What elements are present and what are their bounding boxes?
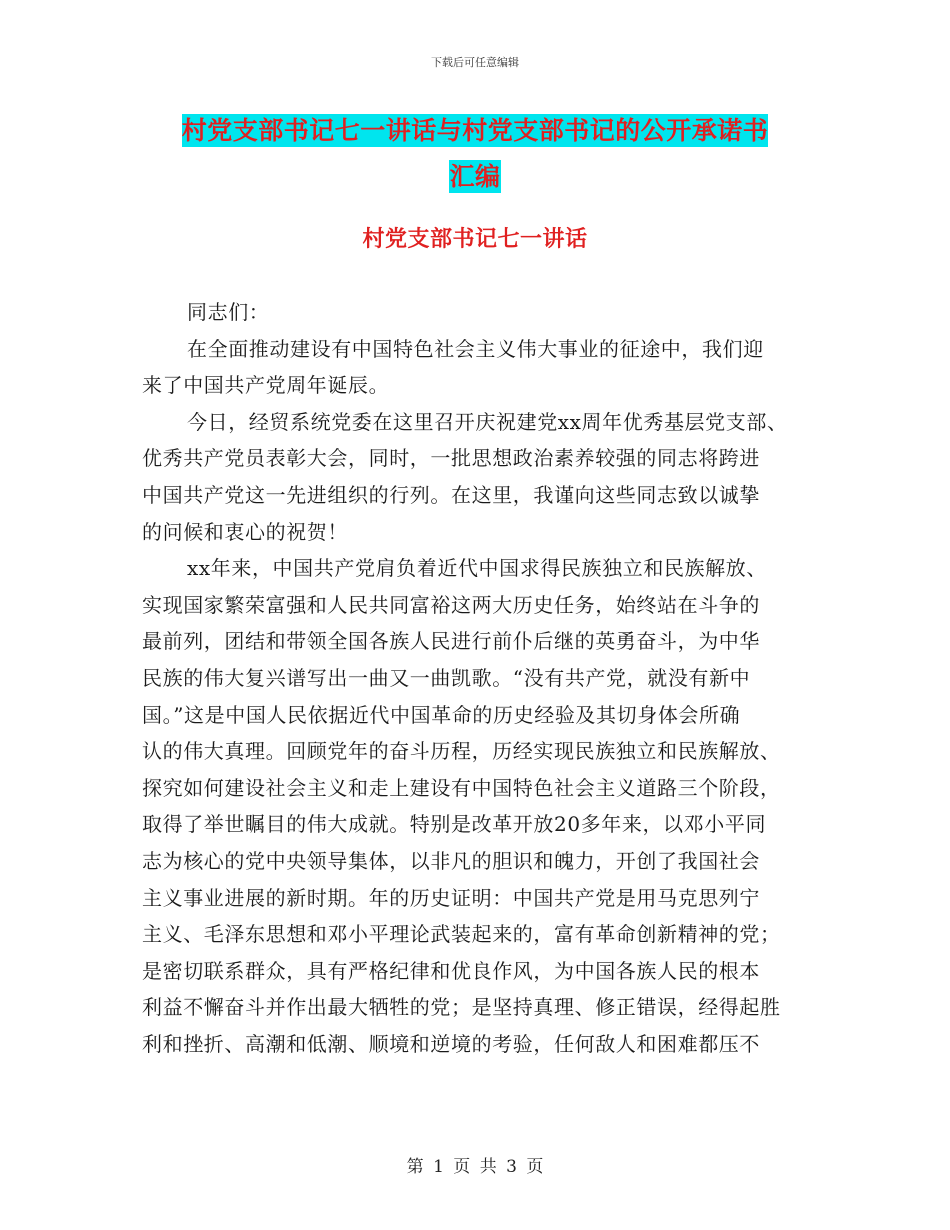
body-line: 主义事业进展的新时期。年的历史证明：中国共产党是用马克思列宁 — [142, 885, 760, 910]
body-line: 今日，经贸系统党委在这里召开庆祝建党xx周年优秀基层党支部、 — [187, 409, 788, 434]
header-note: 下载后可任意编辑 — [431, 56, 519, 69]
body-text — [142, 294, 832, 1062]
body-line: 主义、毛泽东思想和邓小平理论武装起来的，富有革命创新精神的党； — [142, 922, 781, 947]
page-footer: 第 1 页 共 3 页 — [406, 1157, 544, 1177]
body-line: 同志们： — [187, 300, 270, 324]
body-line: 利和挫折、高潮和低潮、顺境和逆境的考验，任何敌人和困难都压不 — [142, 1031, 760, 1056]
body-line: 取得了举世瞩目的伟大成就。特别是改革开放20多年来，以邓小平同 — [142, 812, 767, 837]
body-line: 最前列，团结和带领全国各族人民进行前仆后继的英勇奋斗，为中华 — [142, 629, 760, 654]
body-line: 在全面推动建设有中国特色社会主义伟大事业的征途中，我们迎 — [187, 336, 764, 361]
body-line: 优秀共产党员表彰大会，同时，一批思想政治素养较强的同志将跨进 — [142, 446, 760, 471]
body-line: 认的伟大真理。回顾党年的奋斗历程，历经实现民族独立和民族解放、 — [142, 739, 781, 764]
body-line: 实现国家繁荣富强和人民共同富裕这两大历史任务，始终站在斗争的 — [142, 592, 760, 617]
body-line: 国。”这是中国人民依据近代中国革命的历史经验及其切身体会所确 — [142, 702, 741, 727]
body-line: 探究如何建设社会主义和走上建设有中国特色社会主义道路三个阶段， — [142, 775, 781, 800]
document-title-line-1: 村党支部书记七一讲话与村党支部书记的公开承诺书 — [181, 116, 769, 145]
body-line: 中国共产党这一先进组织的行列。在这里，我谨向这些同志致以诚挚 — [142, 482, 760, 507]
section-title: 村党支部书记七一讲话 — [362, 226, 588, 252]
body-line: 来了中国共产党周年诞辰。 — [142, 373, 390, 398]
body-line: 的问候和衷心的祝贺！ — [142, 519, 348, 544]
body-line: 利益不懈奋斗并作出最大牺牲的党；是坚持真理、修正错误，经得起胜 — [142, 995, 781, 1020]
body-line: 民族的伟大复兴谱写出一曲又一曲凯歌。“没有共产党，就没有新中 — [142, 665, 751, 690]
body-line: 志为核心的党中央领导集体，以非凡的胆识和魄力，开创了我国社会 — [142, 848, 760, 873]
body-line: xx年来，中国共产党肩负着近代中国求得民族独立和民族解放、 — [187, 556, 767, 581]
body-line: 是密切联系群众，具有严格纪律和优良作风，为中国各族人民的根本 — [142, 958, 760, 983]
document-title — [140, 108, 810, 200]
document-title-line-2: 汇编 — [449, 162, 501, 191]
